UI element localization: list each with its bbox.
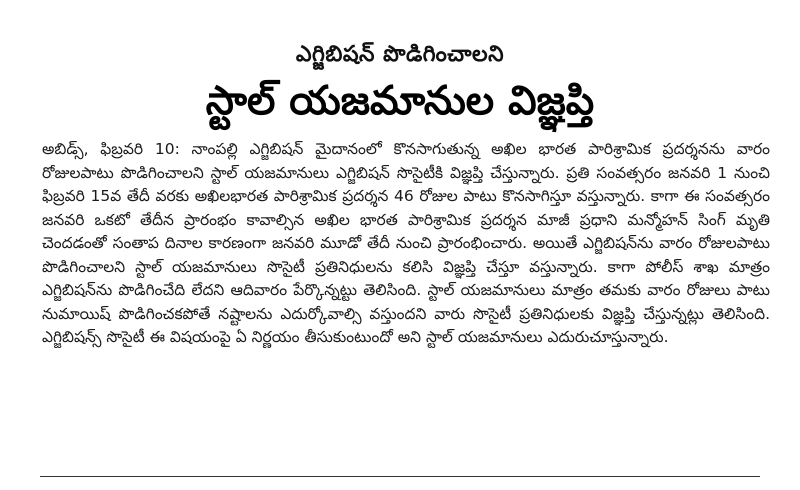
article-body: అబిడ్స్, ఫిబ్రవరి 10: నాంపల్లి ఎగ్జిబిషన్ మైదానంలో కొనసాగుతున్న అఖిల భారత పారిశ్రామిక ప్రదర్శనను వారం రోజులపాటు పొడిగించాలని స్టాల్ యజమానులు ఎగ్జిబిషన్ సొసైటీకి విజ్ఞప్తి చేస్తున్నారు. ప్రతి సంవత్సరం జనవరి 1 నుంచి ఫిబ్రవరి 15వ తేదీ వరకు అఖిలభారత పారిశ్రామిక ప్రదర్శన 46 రోజుల పాటు కొనసాగిస్తూ వస్తున్నారు. కాగా ఈ సంవత్సరం జనవరి ఒకటో తేదీన ప్రారంభం కావాల్సిన అఖిల భారత పారిశ్రామిక ప్రదర్శన మాజీ ప్రధాని మన్మోహన్ సింగ్ మృతి చెందడంతో సంతాప దినాల కారణంగా జనవరి మూడో తేదీ నుంచి ప్రారంభించారు. అయితే ఎగ్జిబిషన్‌ను వారం రోజులపాటు పొడిగించాలని స్టాల్ యజమానులు సొసైటీ ప్రతినిధులను కలిసి విజ్ఞప్తి చేస్తూ వస్తున్నారు. కాగా పోలీస్ శాఖ మాత్రం ఎగ్జిబిషన్‌ను పొడిగించేది లేదని ఆదివారం పేర్కొన్నట్టు తెలిసింది. స్టాల్ యజమానులు మాత్రం తమకు వారం రోజులు పాటు నుమాయిష్ పొడిగించకపోతే నష్టాలను ఎదుర్కోవాల్సి వస్తుందని వారు సొసైటీ ప్రతినిధులకు విజ్ఞప్తి చేస్తున్నట్లు తెలిసింది. ఎగ్జిబిషన్స్ సొసైటీ ఈ విషయంపై ఏ నిర్ణయం తీసుకుంటుందో అని స్టాల్ యజమానులు ఎదురుచూస్తున్నారు. — [42, 140, 770, 346]
bottom-divider — [40, 476, 760, 477]
article-kicker: ఎగ్జిబిషన్ పొడిగించాలని — [295, 42, 505, 67]
article-headline: స్టాల్ యజమానుల విజ్ఞప్తి — [205, 78, 595, 124]
news-article — [30, 30, 770, 460]
